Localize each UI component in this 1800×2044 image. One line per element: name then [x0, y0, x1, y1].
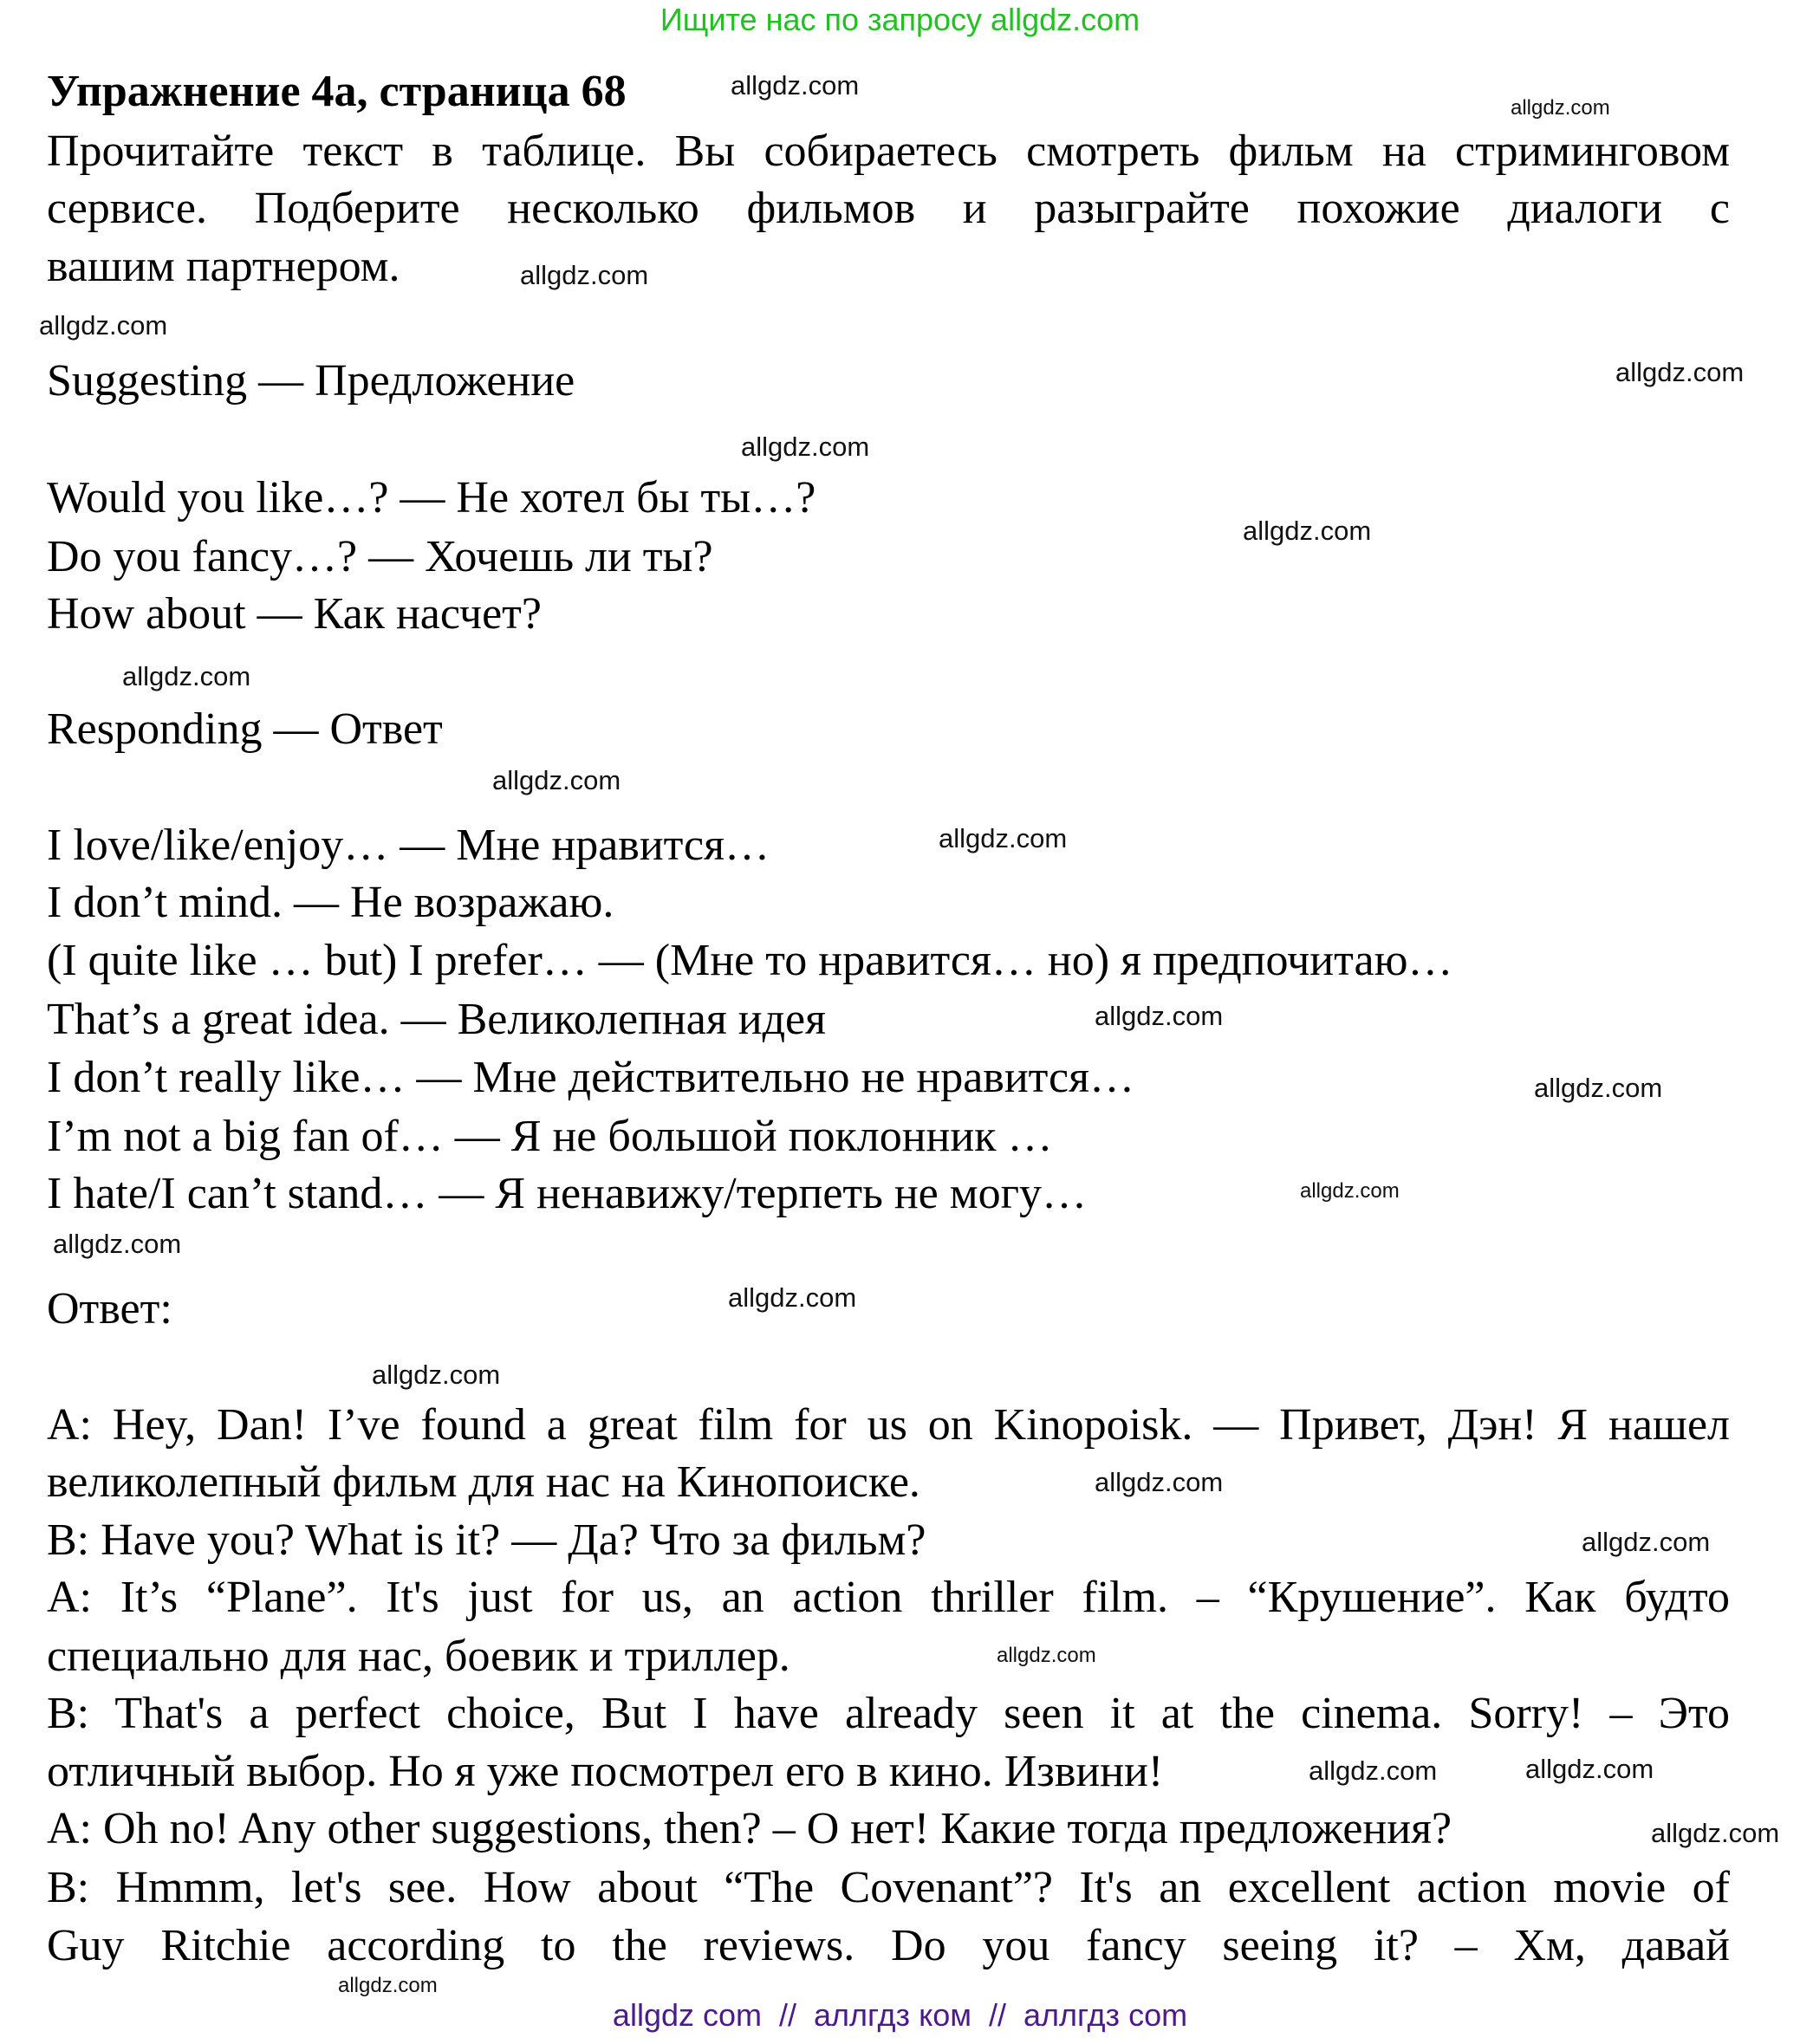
watermark: allgdz.com — [53, 1229, 182, 1259]
watermark: allgdz.com — [372, 1359, 501, 1390]
watermark: allgdz.com — [1615, 357, 1745, 387]
instruction-line: Прочитайте текст в таблице. Вы собираетесь смотреть фильм на стриминговом — [47, 127, 1730, 176]
section-heading-suggesting: Suggesting — Предложение — [47, 356, 575, 406]
dialogue-line: B: Have you? What is it? — Да? Что за фильм? — [47, 1515, 926, 1565]
watermark: allgdz.com — [1300, 1179, 1400, 1203]
watermark: allgdz.com — [39, 310, 168, 341]
dialogue-line: A: Hey, Dan! I’ve found a great film for us on Kinopoisk. — Привет, Дэн! Я нашел — [47, 1400, 1730, 1450]
watermark: allgdz.com — [1095, 1467, 1224, 1497]
watermark: allgdz.com — [122, 661, 251, 691]
watermark: allgdz.com — [1309, 1755, 1438, 1786]
watermark: allgdz.com — [338, 1974, 438, 1997]
watermark: allgdz.com — [1582, 1527, 1711, 1557]
phrase-item: I’m not a big fan of… — Я не большой поклонник … — [47, 1112, 1053, 1161]
instruction-line: вашим партнером. — [47, 242, 400, 291]
phrase-item: I love/like/enjoy… — Мне нравится… — [47, 821, 770, 870]
dialogue-line: A: It’s “Plane”. It's just for us, an action thriller film. – “Крушение”. Как будто — [47, 1573, 1730, 1622]
watermark: allgdz.com — [1511, 96, 1610, 120]
watermark: allgdz.com — [520, 260, 649, 290]
watermark: allgdz.com — [1651, 1818, 1780, 1848]
phrase-item: I don’t mind. — Не возражаю. — [47, 878, 614, 927]
watermark: allgdz.com — [939, 823, 1068, 853]
watermark: allgdz.com — [1525, 1754, 1654, 1784]
dialogue-line: отличный выбор. Но я уже посмотрел его в кино. Извини! — [47, 1747, 1164, 1796]
watermark: allgdz.com — [741, 432, 870, 462]
phrase-item: Do you fancy…? — Хочешь ли ты? — [47, 532, 713, 581]
watermark: allgdz.com — [731, 70, 860, 101]
dialogue-line: B: That's a perfect choice, But I have already seen it at the cinema. Sorry! – Это — [47, 1689, 1730, 1738]
dialogue-line: A: Oh no! Any other suggestions, then? – О нет! Какие тогда предложения? — [47, 1804, 1452, 1853]
dialogue-line: B: Hmmm, let's see. How about “The Covenant”? It's an excellent action movie of — [47, 1863, 1730, 1912]
watermark: allgdz.com — [1243, 516, 1372, 546]
watermark: allgdz.com — [728, 1282, 857, 1313]
footer-links: allgdz com // аллгдз ком // аллгдз com — [612, 1997, 1188, 2033]
page-title: Упражнение 4а, страница 68 — [47, 67, 627, 116]
dialogue-line: специально для нас, боевик и триллер. — [47, 1632, 790, 1681]
phrase-item: I don’t really like… — Мне действительно не нравится… — [47, 1053, 1135, 1102]
instruction-line: сервисе. Подберите несколько фильмов и разыграйте похожие диалоги с — [47, 184, 1730, 233]
section-heading-responding: Responding — Ответ — [47, 704, 443, 754]
answer-heading: Ответ: — [47, 1284, 172, 1333]
watermark: allgdz.com — [1534, 1073, 1663, 1103]
watermark: allgdz.com — [997, 1644, 1096, 1667]
phrase-item: (I quite like … but) I prefer… — (Мне то нравится… но) я предпочитаю… — [47, 936, 1453, 985]
dialogue-line: Guy Ritchie according to the reviews. Do you fancy seeing it? – Хм, давай — [47, 1921, 1730, 1970]
phrase-item: I hate/I can’t stand… — Я ненавижу/терпеть не могу… — [47, 1169, 1087, 1218]
phrase-item: That’s a great idea. — Великолепная идея — [47, 995, 827, 1044]
phrase-item: How about — Как насчет? — [47, 589, 542, 639]
search-banner: Ищите нас по запросу allgdz.com — [660, 2, 1140, 37]
watermark: allgdz.com — [492, 765, 621, 795]
watermark: allgdz.com — [1095, 1001, 1224, 1031]
dialogue-line: великолепный фильм для нас на Кинопоиске. — [47, 1457, 920, 1507]
phrase-item: Would you like…? — Не хотел бы ты…? — [47, 473, 816, 522]
